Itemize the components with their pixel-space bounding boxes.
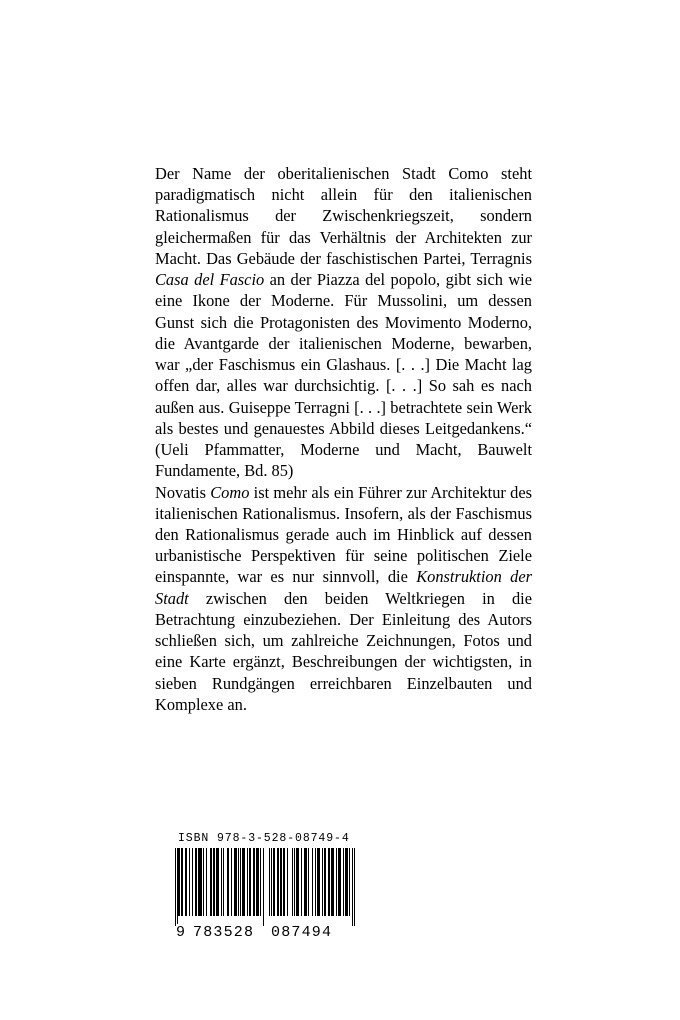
barcode-icon <box>175 848 355 926</box>
barcode-digits-right: 087494 <box>271 924 333 941</box>
barcode-digit-lead: 9 <box>176 924 187 941</box>
description-run-1: Novatis <box>155 482 211 502</box>
quote-run-1: Der Name der oberitalienischen Stadt Como steht paradigmatisch nicht allein für den italienischen Rationalismus der Zwischenkriegszeit, sondern gleichermaßen für das Verhältnis der Architekten zur Macht. Das Gebäude der faschistischen Partei, Terragnis <box>155 164 532 268</box>
barcode-digits-left: 783528 <box>193 924 255 941</box>
description-run-5: zwischen den beiden Weltkriegen in die Betrachtung einzubeziehen. Der Einleitung des Autors schließen sich, um zahlreiche Zeichnungen, Fotos und eine Karte ergänzt, Beschreibungen der wichtigsten, in sieben Rundgängen erreichbaren Einzelbauten und Komplexe an. <box>155 588 532 714</box>
quote-run-3: an der Piazza del popolo, gibt sich wie eine Ikone der Moderne. Für Mussolini, um dessen Gunst sich die Protagonisten des Movimento Moderno, die Avantgarde der italienischen Moderne, bewarben, war „der Faschismus ein Glashaus. [. . .] Die Macht lag offen dar, alles war durchsichtig. [. . .] So sah es nach außen aus. Guiseppe Terragni [. . .] betrachtete sein Werk als bestes und genauestes Abbild dieses Leitgedankens.“ (Ueli Pfammatter, Moderne und Macht, Bauwelt Fundamente, Bd. 85) <box>155 270 533 481</box>
konstruktion-der-stadt-title: Konstruktion der Stadt <box>155 567 532 608</box>
barcode-bars <box>175 848 355 926</box>
como-title: Como <box>210 482 250 502</box>
description-paragraph <box>155 482 532 716</box>
casa-del-fascio-title: Casa del Fascio <box>155 270 265 290</box>
blurb-text <box>155 163 532 715</box>
quote-paragraph <box>155 163 532 482</box>
description-run-3: ist mehr als ein Führer zur Architektur des italienischen Rationalismus. Insofern, als der Faschismus den Rationalismus gerade auch im Hinblick auf dessen urbanistische Perspektiven für seine politischen Ziele einspannte, war es nur sinnvoll, die <box>155 482 532 587</box>
barcode-digits <box>175 924 355 940</box>
barcode-block <box>175 832 355 940</box>
isbn-label: ISBN 978-3-528-08749-4 <box>178 832 350 845</box>
